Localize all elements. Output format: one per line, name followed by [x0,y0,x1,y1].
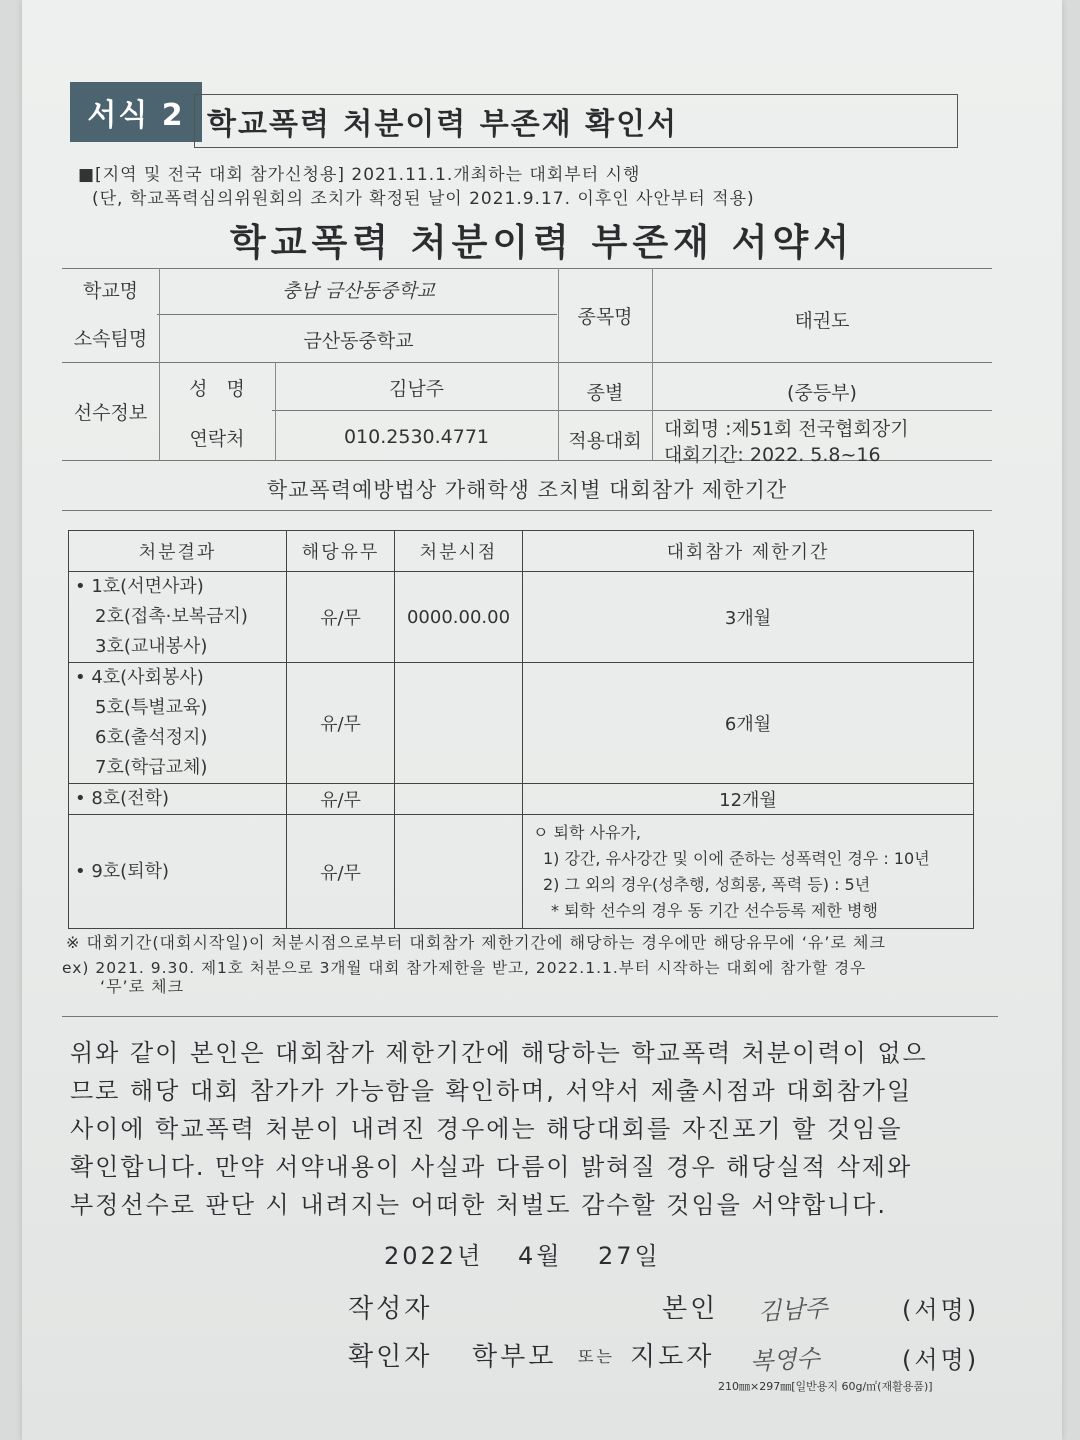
pledge-line: 부정선수로 판단 시 내려지는 어떠한 처벌도 감수할 것임을 서약합니다. [70,1191,887,1219]
name-value: 김남주 [388,378,445,400]
row2-limit: 6개월 [523,663,974,784]
list-item: • 4호(사회봉사) [75,667,204,688]
row2-applies: 유/무 [287,663,395,784]
paper-spec: 210㎜×297㎜[일반용지 60g/㎡(재활용품)] [718,1380,933,1393]
header-date: 처분시점 [395,531,523,572]
section-bottom-border [62,510,992,511]
document-page [22,0,1062,1440]
school-value: 충남 금산동중학교 [282,280,435,302]
row4-items [69,815,287,929]
row1-applies: 유/무 [287,572,395,663]
pledge-line: 확인합니다. 만약 서약내용이 사실과 다름이 밝혀질 경우 해당실적 삭제와 [70,1153,913,1181]
parent-label: 학부모 [472,1342,557,1372]
limit-line: ㅇ 퇴학 사유가, [533,822,641,842]
row3-date [395,784,523,815]
form-title: 학교폭력 처분이력 부존재 확인서 [194,94,958,148]
confirmer-label: 확인자 [348,1342,433,1372]
name-label: 성 명 [189,378,245,400]
limit-line: * 퇴학 선수의 경우 동 기간 선수등록 제한 병행 [551,900,878,920]
player-info-label: 선수정보 [73,402,148,424]
date-year: 2022년 [384,1242,484,1270]
list-item: 7호(학급교체) [95,757,208,778]
row4-applies: 유/무 [287,815,395,929]
self-signature: 김남주 [757,1294,829,1326]
row4-limit [523,815,974,929]
note-1: ※ 대회기간(대회시작일)이 처분시점으로부터 대회참가 제한기간에 해당하는 경우에만 해당유무에 ‘유’로 체크 [66,933,886,952]
contact-value: 010.2530.4771 [343,426,490,448]
row1-date: 0000.00.00 [395,572,523,663]
notice-line-2: (단, 학교폭력심의위원회의 조치가 확정된 날이 2021.9.17. 이후인 사안부터 적용) [92,189,755,209]
main-title: 학교폭력 처분이력 부존재 서약서 [229,221,855,264]
info-divider [652,268,653,460]
row2-date [395,663,523,784]
coach-label: 지도자 [630,1342,715,1372]
table-row [69,815,974,929]
competition-name: 대회명 :제51회 전국협회장기 [664,418,909,440]
row3-limit: 12개월 [523,784,974,815]
table-row [69,572,974,663]
coach-signature: 복영수 [749,1344,821,1376]
header-applies: 해당유무 [287,531,395,572]
list-item: 2호(접촉·보복금지) [95,606,248,627]
info-line [62,362,992,363]
pledge-line: 사이에 학교폭력 처분이 내려진 경우에는 해당대회를 자진포기 할 것임을 [70,1115,903,1143]
note-3: ‘무’로 체크 [100,977,185,996]
self-label: 본인 [662,1294,719,1324]
pledge-text [70,1034,1010,1224]
pledge-divider [62,1016,998,1017]
sport-label: 종목명 [577,306,633,328]
competition-period: 대회기간: 2022. 5.8~16 [664,444,881,466]
or-label: 또는 [578,1347,615,1366]
row3-items [69,784,287,815]
form-number-tag: 서식 2 [70,82,202,142]
note-2: ex) 2021. 9.30. 제1호 처분으로 3개월 대회 참가제한을 받고, 2022.1.1.부터 시작하는 대회에 참가할 경우 [62,959,867,977]
info-top-border [62,268,992,269]
list-item: 5호(특별교육) [95,697,208,718]
row1-limit: 3개월 [523,572,974,663]
coach-sign-mark: (서명) [902,1346,980,1374]
self-sign-mark: (서명) [902,1296,980,1324]
pledge-line: 므로 해당 대회 참가가 가능함을 확인하며, 서약서 제출시점과 대회참가일 [70,1077,913,1105]
row1-items [69,572,287,663]
team-label: 소속팀명 [73,328,148,350]
school-label: 학교명 [82,280,139,302]
contact-label: 연락처 [189,428,245,450]
sanctions-table [68,530,974,929]
competition-label: 적용대회 [568,430,642,452]
row4-date [395,815,523,929]
list-item: • 1호(서면사과) [75,576,204,597]
row2-items [69,663,287,784]
section-title: 학교폭력예방법상 가해학생 조치별 대회참가 제한기간 [266,478,788,502]
division-value: (중등부) [787,382,857,404]
info-line [272,410,992,411]
notice-line-1: ■[지역 및 전국 대회 참가신청용] 2021.11.1.개최하는 대회부터 시행 [78,165,641,185]
team-value: 금산동중학교 [303,330,414,352]
date-month: 4월 [518,1242,563,1270]
writer-label: 작성자 [348,1294,433,1324]
info-line [157,314,557,315]
limit-line: 2) 그 외의 경우(성추행, 성희롱, 폭력 등) : 5년 [543,874,871,894]
pledge-line: 위와 같이 본인은 대회참가 제한기간에 해당하는 학교폭력 처분이력이 없으 [70,1039,928,1067]
table-row [69,663,974,784]
header-result: 처분결과 [69,531,287,572]
division-label: 종별 [586,382,624,404]
list-item: • 8호(전학) [75,788,169,809]
date-day: 27일 [598,1242,661,1270]
list-item: 6호(출석정지) [95,727,208,748]
limit-line: 1) 강간, 유사강간 및 이에 준하는 성폭력인 경우 : 10년 [543,848,930,868]
header-limit: 대회참가 제한기간 [523,531,974,572]
row3-applies: 유/무 [287,784,395,815]
table-header-row [69,531,974,572]
table-row [69,784,974,815]
list-item: • 9호(퇴학) [75,860,169,882]
sport-value: 태권도 [794,310,850,332]
list-item: 3호(교내봉사) [95,636,208,657]
